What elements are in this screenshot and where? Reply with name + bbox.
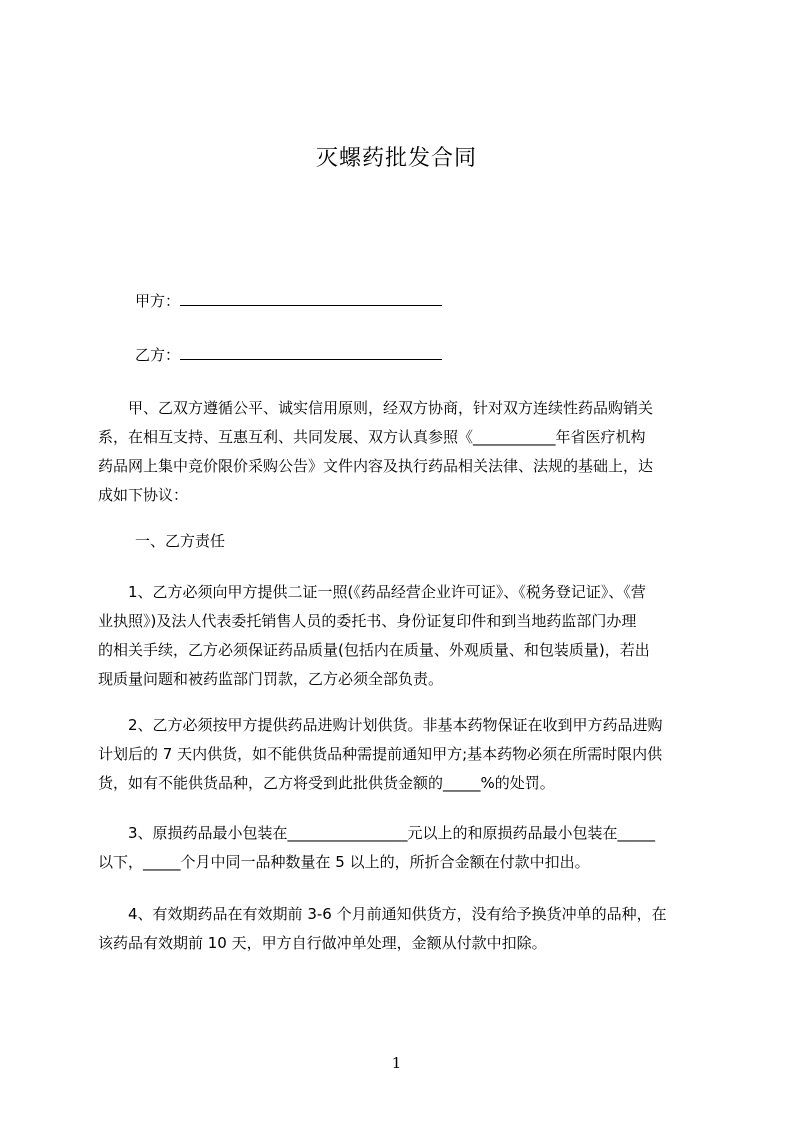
party-b-blank <box>180 345 442 360</box>
clause-3-paragraph <box>98 819 700 877</box>
clause-line: 现质量问题和被药监部门罚款，乙方必须全部负责。 <box>98 670 444 688</box>
clause-1-paragraph <box>98 578 700 694</box>
clause-line: 该药品有效期前 10 天，甲方自行做冲单处理，金额从付款中扣除。 <box>98 934 547 952</box>
clause-line: 3、原损药品最小包装在________________元以上的和原损药品最小包装在_____ <box>98 824 656 842</box>
party-a-blank <box>180 291 442 306</box>
clause-line: 的相关手续，乙方必须保证药品质量(包括内在质量、外观质量、和包装质量)，若出 <box>98 641 650 659</box>
page-number: 1 <box>391 1054 402 1072</box>
party-a-label: 甲方： <box>135 292 181 310</box>
clause-line: 以下，_____个月中同一品种数量在 5 以上的，所折合金额在付款中扣出。 <box>98 853 590 871</box>
intro-line: 成如下协议： <box>98 486 189 504</box>
clause-2-paragraph <box>98 711 700 798</box>
clause-4-paragraph <box>98 900 700 958</box>
clause-line: 2、乙方必须按甲方提供药品进购计划供货。非基本药物保证在收到甲方药品进购 <box>98 716 663 734</box>
party-b-label: 乙方： <box>135 346 181 364</box>
intro-line: 甲、乙双方遵循公平、诚实信用原则，经双方协商，针对双方连续性药品购销关 <box>98 399 654 417</box>
intro-line: 药品网上集中竞价限价采购公告》文件内容及执行药品相关法律、法规的基础上，达 <box>98 457 654 475</box>
section-1-heading: 一、乙方责任 <box>135 532 226 550</box>
party-b-line <box>135 344 442 365</box>
party-a-line <box>135 290 442 311</box>
clause-line: 4、有效期药品在有效期前 3-6 个月前通知供货方，没有给予换货冲单的品种，在 <box>98 905 667 923</box>
clause-line: 1、乙方必须向甲方提供二证一照(《药品经营企业许可证》、《税务登记证》、《营 <box>98 583 646 601</box>
document-title: 灭螺药批发合同 <box>315 146 477 171</box>
clause-line: 货，如有不能供货品种，乙方将受到此批供货金额的_____%的处罚。 <box>98 774 555 792</box>
intro-paragraph <box>98 394 700 510</box>
clause-line: 业执照》)及法人代表委托销售人员的委托书、身份证复印件和到当地药监部门办理 <box>98 612 637 630</box>
clause-line: 计划后的 7 天内供货，如不能供货品种需提前通知甲方;基本药物必须在所需时限内供 <box>98 745 663 763</box>
intro-line: 系，在相互支持、互惠互利、共同发展、双方认真参照《___________年省医疗机构 <box>98 428 646 446</box>
